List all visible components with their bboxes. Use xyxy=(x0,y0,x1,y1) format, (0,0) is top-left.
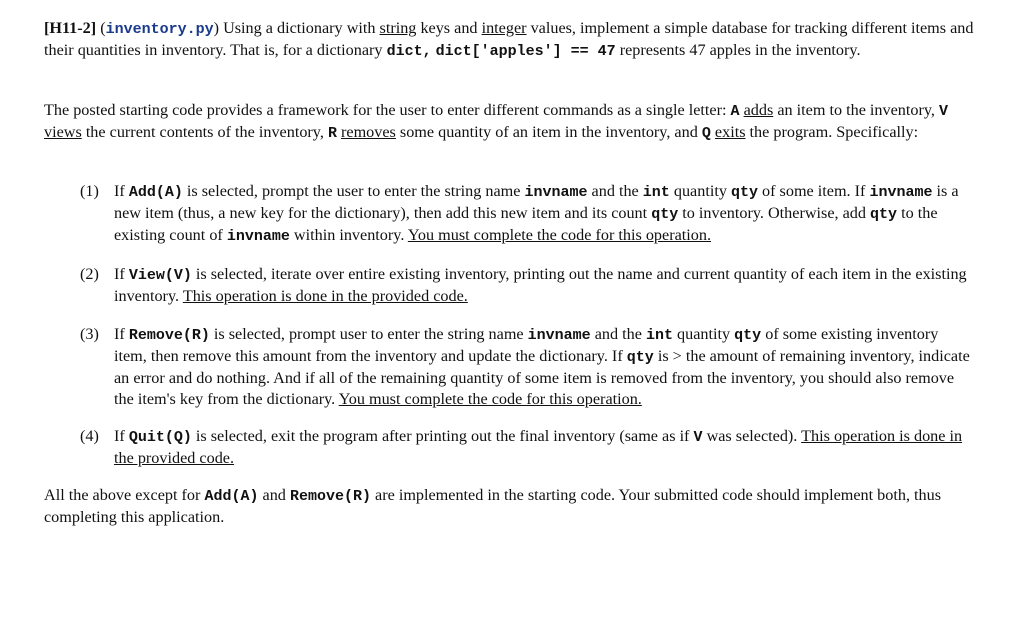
commands-paragraph: The posted starting code provides a framework for the user to enter different commands as a single letter: A adds an item to the inventory, V views the current contents of the inventory, R removes some quantity of an item in the inventory, and Q exits the program. Specifically: xyxy=(44,101,949,142)
item-number: (3) xyxy=(80,325,99,343)
cmd-q: Q xyxy=(701,125,711,142)
list-item-remove: (3) If Remove(R) is selected, prompt user to enter the string name invname and the int quantity qty of some existing inventory item, then remove this amount from the inventory and update the dictionary. If qty is > the amount of remaining inventory, indicate an error and do nothing. And if all of the remaining quantity of some item is removed from the inventory, you should also remove the item's key from the dictionary. You must complete the code for this operation. xyxy=(80,325,970,408)
cmd-add-final: Add(A) xyxy=(204,488,259,505)
item-note: You must complete the code for this operation. xyxy=(407,226,711,244)
cmd-remove: Remove(R) xyxy=(128,327,210,344)
dict-expression: dict['apples'] == 47 xyxy=(435,43,616,60)
list-item-quit: (4) If Quit(Q) is selected, exit the program after printing out the final inventory (same as if V was selected). This operation is done in the provided code. xyxy=(80,427,963,467)
item-number: (1) xyxy=(80,182,99,200)
exits-word: exits xyxy=(714,123,746,141)
removes-word: removes xyxy=(341,123,396,141)
item-number: (4) xyxy=(80,427,99,445)
cmd-add: Add(A) xyxy=(128,184,183,201)
adds-word: adds xyxy=(743,101,774,119)
item-note: This operation is done in the provided code. xyxy=(114,427,963,467)
cmd-view: View(V) xyxy=(128,267,192,284)
string-word: string xyxy=(379,19,417,37)
cmd-v: V xyxy=(939,103,949,120)
problem-tag: [H11-2] xyxy=(44,19,97,37)
views-word: views xyxy=(44,123,82,141)
intro-paragraph: [H11-2] (inventory.py) Using a dictionary with string keys and integer values, implement a simple database for tracking different items and their quantities in inventory. That is, for a dictionary dict, dict['apples'] == 47 represents 47 apples in the inventory. xyxy=(44,19,974,60)
item-number: (2) xyxy=(80,265,99,283)
item-note: You must complete the code for this operation. xyxy=(338,390,642,408)
cmd-r: R xyxy=(327,125,337,142)
item-note: This operation is done in the provided code. xyxy=(182,287,468,305)
final-paragraph: All the above except for Add(A) and Remove(R) are implemented in the starting code. Your submitted code should implement both, thus completing this application. xyxy=(44,486,942,526)
cmd-a: A xyxy=(730,103,740,120)
dict-code: dict, xyxy=(386,43,432,60)
cmd-quit: Quit(Q) xyxy=(128,429,192,446)
file-reference: (inventory.py) xyxy=(100,19,220,38)
file-name: inventory.py xyxy=(105,21,214,38)
list-item-view: (2) If View(V) is selected, iterate over entire existing inventory, printing out the name and current quantity of each item in the existing inventory. This operation is done in the provided code. xyxy=(80,265,967,305)
integer-word: integer xyxy=(481,19,527,37)
list-item-add: (1) If Add(A) is selected, prompt the user to enter the string name invname and the int quantity qty of some item. If invname is a new item (thus, a new key for the dictionary), then add this new item and its count qty to inventory. Otherwise, add qty to the existing count of invname within inventory. You must complete the code for this operation. xyxy=(80,182,959,245)
cmd-remove-final: Remove(R) xyxy=(289,488,371,505)
